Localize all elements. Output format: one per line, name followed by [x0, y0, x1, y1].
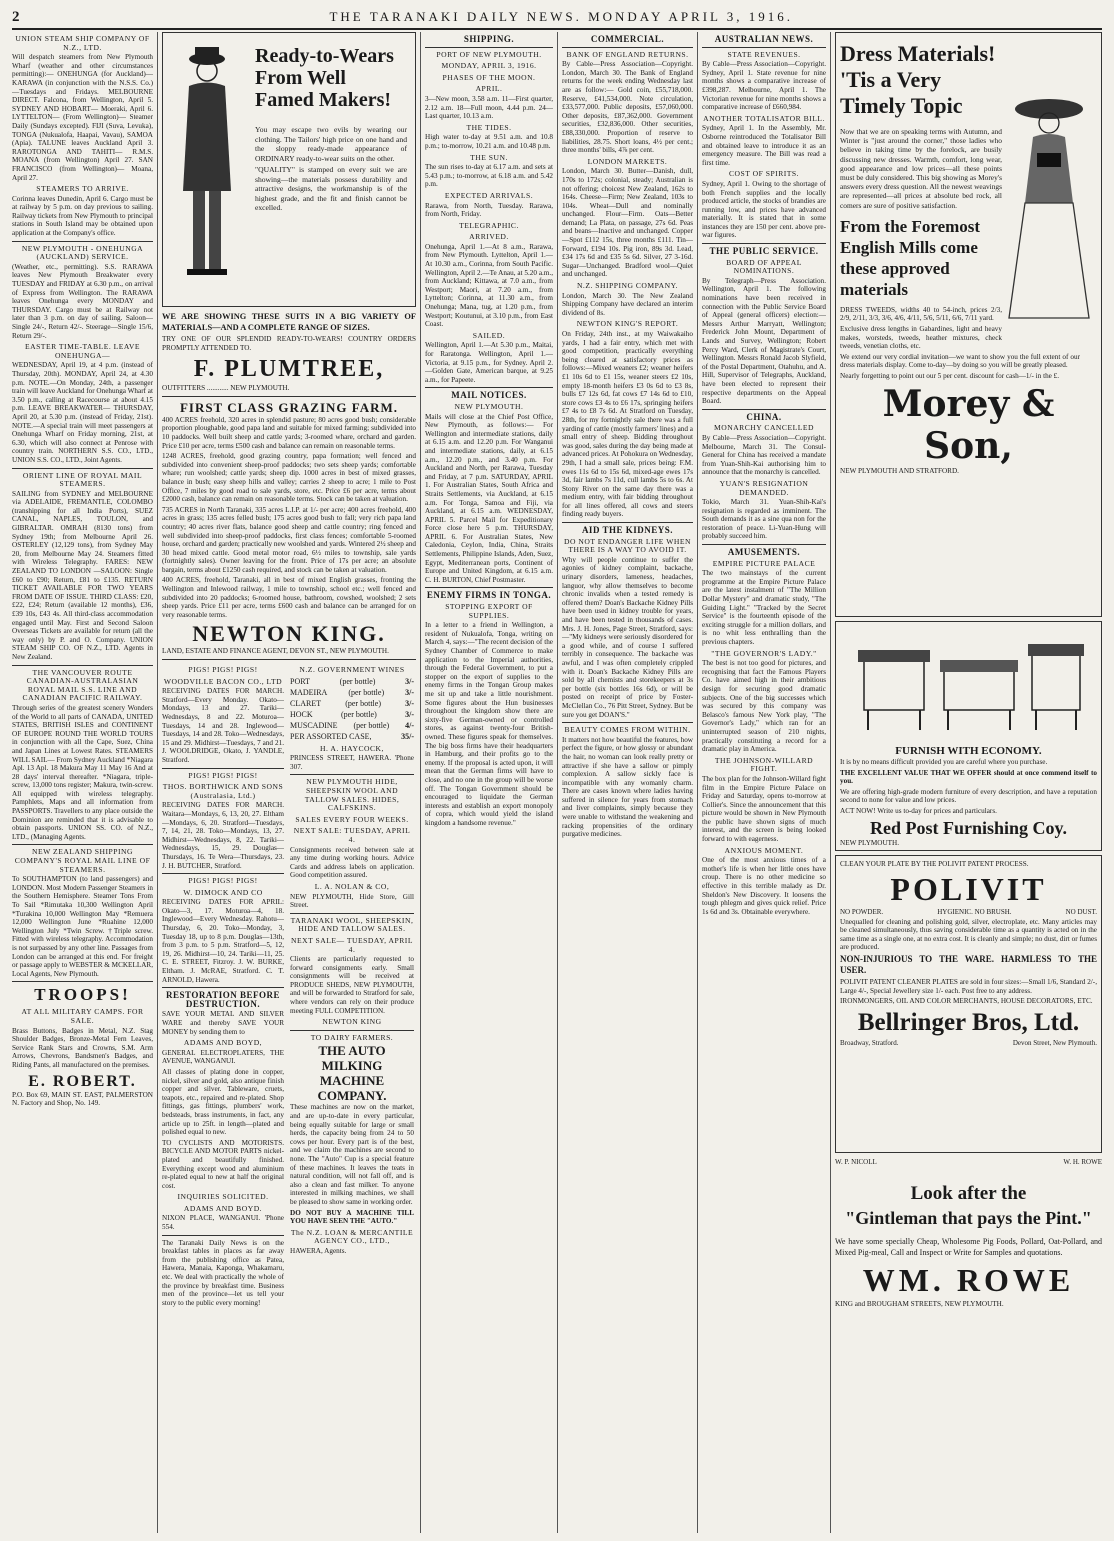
article-text: 3—New moon, 3.58 a.m. 11—First quarter, 2.12 a.m. 18—Full moon, 4.44 p.m. 24—Last quarter, 10.13 a.m.: [425, 94, 553, 121]
section-heading: ENEMY FIRMS IN TONGA.: [426, 590, 552, 601]
wine-row: PORT (per bottle) 3/-: [290, 676, 414, 686]
ad-text: POLIVIT PATENT CLEANER PLATES are sold in four sizes:—Small 1/6, Standard 2/-, Large 4/-, Special Jewellery size 1/- each. Post free to any address.: [840, 977, 1097, 995]
ad-text: Nearly forgetting to point out our 5 per cent. discount for cash—1/- in the £.: [840, 371, 1060, 380]
morey-ad: [835, 32, 1102, 617]
ad-text: All classes of plating done in copper, nickel, silver and gold, also antique finish copper and silver. Tableware, cruets, teapots, etc., repaired and re-plated. Shop fittings, gas fittings, plumbers' work, bedsteads, brass instruments, in fact, any article up to 25ft. in length—plated and polished equal to new.: [162, 1067, 284, 1137]
wine-row: MADEIRA (per bottle) 3/-: [290, 687, 414, 697]
morey-mills: From the Foremost English Mills come these approved materials: [840, 216, 981, 299]
sub-heading: THE TIDES.: [466, 122, 512, 132]
ad-text: SAVE YOUR METAL AND SILVER WARE and thereby SAVE YOUR MONEY by sending them to: [162, 1010, 284, 1036]
robert-name: E. ROBERT.: [28, 1072, 137, 1090]
ad-heading: The N.Z. LOAN & MERCANTILE AGENCY CO., LTD.,: [290, 1227, 414, 1246]
rowe-names: W. P. NICOLL W. H. ROWE: [835, 1158, 1102, 1166]
ad-text: "QUALITY" is stamped on every suit we are showing—the materials possess durability and attractive designs, the workmanship is of the highest grade, and the fit and finish cannot be excelled.: [255, 165, 407, 212]
pigs-column: [162, 663, 284, 1309]
ad-text: 735 ACRES in North Taranaki, 335 acres L.I.P. at 1/- per acre; 400 acres freehold, 400 acres in grass; 135 acres felled bush; 175 acres good bush to fall; very rich papa land country; 40 acres river flats, balance good sheep and cattle country; ring fenced and well subdivided into sheep-proof paddocks, first class fences; comfortable 5-roomed house, orchard and garden; practically new woolshed and yards. Wintered 2½ sheep and 30 head mixed cattle. Good metal motor road, 6½ miles to township, sale yards (fortnightly sales). Owner leaving for the front. Price of 17s per acre; an absolute bargain, terms about £1250 cash required, and stock can be taken at valuation.: [162, 505, 416, 574]
ad-heading: NEWTON KING: [322, 1017, 382, 1027]
ad-text: NEW PLYMOUTH.: [840, 838, 900, 847]
ad-heading: NEXT SALE: TUESDAY, APRIL 4.: [293, 826, 411, 844]
plumtree-name: F. PLUMTREE,: [193, 356, 385, 383]
article-text: On Friday, 24th inst., at my Waiwakaiho yards, I had a fair entry, which met with good competition, practically everything being cleared at satisfactory prices as follows:—Mixed weaners £2; weaner heifers £1 10s 6d to £1 15s, weaner steers £2 10s, empty 18-month heifers £3 0s 6d to £3 8s, bulls £7 12s 6d, fat cows £7 14s 6d to £10, store cows £3 4s to £6 17s, springing heifers £7 4s to £8 7s 6d. At Stratford on Tuesday, 28th, for my fortnightly sale there was a full yarding of cattle (mostly farmers' lines) and a small entry of sheep. Bidding throughout was good, sales during the day being made at advanced prices. At Pohokura on Wednesday, 29th, I had a small sale, prices being: F.M. ewes 11s 6d to 15s 6d, mixed-age ewes 17s 3d, fair lambs 7s 11d, cull lambs 5s to 6s. At Stony River on the same day there was a medium entry, with fair bidding throughout for all lines offered, all cows and steers finding ready buyers.: [562, 330, 693, 519]
ad-text: KING and BROUGHAM STREETS, NEW PLYMOUTH.: [835, 1300, 1004, 1308]
pigs-label: PIGS! PIGS! PIGS!: [188, 876, 258, 886]
sub-heading: "THE GOVERNOR'S LADY.": [711, 648, 817, 658]
column-rule: [697, 32, 698, 1533]
ad-text: Unequalled for cleaning and polishing gold, silver, electroplate, etc. Many articles may be cleaned simultaneously, thus saving considerable time as a quantity is acted on in the same time as a single one, at no extra cost. It is cleanly and simple; no dust, dirt or fumes are produced.: [840, 917, 1097, 952]
morey-name: Morey & Son,: [882, 382, 1055, 467]
rowe-subheadline: "Gintleman that pays the Pint.": [845, 1208, 1092, 1228]
ad-text: NON-INJURIOUS TO THE WARE. HARMLESS TO THE USER.: [840, 953, 1097, 975]
ad-text: NIXON PLACE, WANGANUI. 'Phone 554.: [162, 1214, 284, 1232]
section-heading: AID THE KIDNEYS.: [581, 525, 674, 536]
ad-text: We extend our very cordial invitation—we want to show you the full extent of our dress materials display. Come to-day—by doing so you will be greatly pleased.: [840, 352, 1080, 370]
newton-king-name: NEWTON KING.: [192, 621, 386, 647]
ad-text: RECEIVING DATES FOR MARCH. Waitara—Mondays, 6, 13, 20, 27. Eltham—Mondays, 6, 20. Stratford—Tuesdays, 7, 14, 21, 28. Toko—Mondays, 13, 27. Midhirst—Wednesdays, 8, 22. Tariki—Wednesdays, 15, 29. Douglas—Thursdays, 16. Te Wera—Thursdays, 23. J. H. BUTCHER, Stratford.: [162, 801, 284, 870]
column-rule: [157, 32, 158, 1533]
ad-text: Will despatch steamers from New Plymouth Wharf (weather and other circumstances permitting):— ONEHUNGA (for Auckland)— KARAWA (in conjunction with the N.S.S. Co.)—Tuesdays and Fridays. MELBOURNE DIRECT. Falcona, from Wellington, April 5. SYDNEY AND HOBART— Moeraki, April 6. LYTTELTON— (From Wellington)— Steamer Daily (Sundays excepted). FIJI (Suva, Levuka), TONGA (Nukualofa, Haapai, Vavau), SAMOA (Apia). TALUNE leaves Auckland April 3. RAROTONGA AND TAHITI— R.M.S. MOANA (from Wellington) April 27. SAN FRANCISCO (from Wellington)— Moana, April 27.: [12, 53, 153, 182]
sub-heading: BEAUTY COMES FROM WITHIN.: [564, 725, 691, 735]
article-text: By Cable—Press Association—Copyright. London, March 30. The Bank of England returns for the week ending Wednesday last are as follow:— Gold coin, £55,718,000. Reserve, £41,534,000. Note circulation, £33,577,000. Public deposits, £57,060,000. Other deposits, £87,362,000. Government securities, £32,836,000. Other securities, £88,330,000. Proportion of reserve to liabilities, 28.75. Short loans, 4½ per cent.; three months' bills, 4⅞ per cent.: [562, 60, 693, 155]
ad-text: Corinna leaves Dunedin, April 6. Cargo must be at railway by 5 p.m. on day previous to sailing. Railway tickets from New Plymouth to principal stations in South Island may be obtained upon application at the Company's office.: [12, 194, 153, 238]
sub-heading: PORT OF NEW PLYMOUTH.: [436, 49, 542, 59]
ad-text: It is by no means difficult provided you are careful where you purchase.: [840, 758, 1048, 766]
ad-text: TRY ONE OF OUR SPLENDID READY-TO-WEARS! COUNTRY ORDERS PROMPTLY ATTENDED TO.: [162, 335, 416, 352]
sub-heading: TELEGRAPHIC.: [459, 220, 519, 230]
ad-text: You may escape two evils by wearing our clothing. The Tailors' high price on one hand and the sloppy ready-made appearance of ORDINARY ready-to-wear suits on the other.: [255, 125, 407, 163]
column-shipping-ads: [12, 32, 153, 1532]
ad-heading: NEW PLYMOUTH HIDE, SHEEPSKIN WOOL AND TALLOW SALES. HIDES, CALFSKINS.: [304, 777, 400, 813]
masthead: [12, 6, 1102, 30]
ad-heading: L. A. NOLAN & CO,: [314, 881, 390, 891]
wine-row: CLARET (per bottle) 3/-: [290, 698, 414, 708]
morey-headline: Dress Materials!: [840, 41, 996, 66]
wine-row: HOCK (per bottle) 3/-: [290, 709, 414, 719]
troops-heading: TROOPS!: [34, 985, 131, 1005]
ad-heading: ADAMS AND BOYD,: [183, 1038, 263, 1048]
redpost-name: Red Post Furnishing Coy.: [869, 817, 1068, 838]
wines-column: [290, 663, 414, 1309]
ad-text: To SOUTHAMPTON (to land passengers) and LONDON. Most Modern Passenger Steamers in the Southern Hemisphere. Steamer Tons From To Sail *Rimutaka 10,300 Wellington April *Turakina 10,000 Wellington May *Remuera 12,000 Wellington June *Ruahine 12,000 Wellington July *Twin Screw. †Triple screw. Fitted with wireless telegraphy. Accommodation is not surpassed by any other line. Passages from London can be arranged at this end. For freight or passage apply to WEBSTER & MCKELLAR, Local Agents, New Plymouth.: [12, 875, 153, 978]
ad-text: DO NOT BUY A MACHINE TILL YOU HAVE SEEN THE "AUTO.": [290, 1208, 414, 1226]
rowe-name: WM. ROWE: [862, 1262, 1075, 1298]
section-heading: THE PUBLIC SERVICE.: [709, 246, 819, 257]
ad-text: TO CYCLISTS AND MOTORISTS. BICYCLE AND MOTOR PARTS nickel-plated and beautifully finished. Everything except wood and aluminium re-plated equal to new at half the original cost.: [162, 1138, 284, 1190]
gentleman-illustration-icon: [167, 41, 247, 291]
sub-heading: EXPECTED ARRIVALS.: [444, 190, 534, 200]
ad-text: ACT NOW! Write us to-day for prices and particulars.: [840, 806, 997, 815]
ad-heading: INQUIRIES SOLICITED.: [177, 1192, 269, 1202]
sub-heading: STOPPING EXPORT OF SUPPLIES.: [445, 602, 533, 620]
section-heading: CHINA.: [746, 411, 782, 422]
section-heading: AMUSEMENTS.: [727, 547, 801, 558]
ad-heading: UNION STEAM SHIP COMPANY OF N.Z., LTD.: [15, 34, 150, 52]
article-text: Rarawa, from North, Tuesday. Rarawa, from North, Friday.: [425, 201, 553, 219]
ad-text: PRINCESS STREET, HAWERA. 'Phone 307.: [290, 754, 414, 771]
sub-heading: NEWTON KING'S REPORT.: [576, 319, 679, 329]
section-heading: AUSTRALIAN NEWS.: [714, 34, 814, 44]
ad-text: DRESS TWEEDS, widths 40 to 54-inch, prices 2/3, 2/9, 2/11, 3/3, 3/6, 4/6, 4/11, 5/6, 5/11, 6/6, 7/11 yard.: [840, 305, 1002, 323]
ad-heading: W. DIMOCK AND CO: [183, 887, 263, 897]
article-text: London, March 30. Butter—Danish, dull, 170s to 172s; colonial, steady; Australian is not offering; choicest New Zealand, 162s to 164s. Cheese—Firm; New Zealand, 103s to 104s. Wheat—Dull and nominally unchanged. Flour—Firm. Oats—Better demand; La Plata, on passage, 27s 6d. Peas and beans—Inactive and unchanged. Copper—Spot £112 15s, three months £111. Tin—Forward, £194 10s. Pig iron, 89s 3d. Lead, £34 17s 6d and £35 5s 6d. Silver, 27 3-16d. Sugar—Unchanged. Bradford wool—Quiet and unchanged.: [562, 167, 693, 279]
bellringer-name: Bellringer Bros, Ltd.: [857, 1008, 1080, 1036]
article-text: By Cable—Press Association—Copyright. Melbourne, March 31. The Consul-General for China has received a mandate from Yuan-Shih-Kai authorising him to announce that the monarchy is cancelled.: [702, 433, 826, 477]
column-rule: [420, 32, 421, 1533]
section-heading: MAIL NOTICES.: [451, 390, 527, 401]
sub-heading: MONARCHY CANCELLED: [713, 423, 815, 433]
redpost-headline: FURNISH WITH ECONOMY.: [895, 745, 1042, 757]
article-text: Onehunga, April 1.—At 8 a.m., Rarawa, from New Plymouth. Lyttelton, April 1.—At 10.30 a.m., Corinna, from South Pacific. Wellington, April 2.—Te Anau, at 5.20 a.m., from Auckland; Kittawa, at 7.0 a.m., from Westport; Maori, at 7.20 a.m., from Lyttelton; Corinna, at 11.30 a.m., from Onehunga; Mana, tug, at 1.20 p.m., from Westport; Koutunui, at 3.10 p.m., from East Coast.: [425, 242, 553, 329]
sub-heading: ARRIVED.: [469, 232, 509, 242]
sub-heading: SAILED.: [472, 330, 506, 340]
ad-text: LAND, ESTATE AND FINANCE AGENT, DEVON ST., NEW PLYMOUTH.: [162, 647, 389, 656]
wine-row: PER ASSORTED CASE, 35/-: [290, 731, 414, 741]
column-commercial: [562, 32, 693, 1532]
plumtree-ad: [162, 32, 416, 307]
sub-heading: APRIL.: [475, 84, 503, 94]
section-heading: SHIPPING.: [463, 34, 515, 44]
ad-heading: N.Z. GOVERNMENT WINES: [299, 665, 405, 675]
sub-heading: DO NOT ENDANGER LIFE WHEN THERE IS A WAY TO AVOID IT.: [564, 536, 691, 555]
masthead-title: THE TARANAKI DAILY NEWS. MONDAY APRIL 3, 1916.: [329, 9, 794, 24]
ad-text: The Taranaki Daily News is on the breakfast tables in places as far away from the publishing office as Patea, Hawera, Manaia, Kaponga, Whakamaru, etc. We deal with practically the whole of the province by breakfast time. Business men of the province—let us tell your story to the public every morning!: [162, 1238, 284, 1307]
pigs-label: PIGS! PIGS! PIGS!: [188, 770, 258, 780]
article-text: In a letter to a friend in Wellington, a resident of Nukualofa, Tonga, writing on March 4, says:—"The recent decision of the Sydney Chamber of Commerce to make application to the Imperial authorities, through the Federal Government, to put a stopper on the export of supplies to the enemy firms in the Tongan Group makes me sit up and take a little nourishment. Some figures about the Hun businesses throughout the kingdom show there are sixty-five German-owned or controlled stores, as against twenty-four British-owned. These figures speak for themselves. The big boss firms have their headquarters in Hamburg, and their profits go to the enemy. If the proposal is acted upon, it will mean that the German firms will have to close, and no one in the group will be worse off. The Tongan Government should be encouraged to liquidate the German interests and establish an export monopoly of copra, which would yield the island kingdom a handsome revenue.": [425, 621, 553, 827]
wine-row: MUSCADINE (per bottle) 4/-: [290, 720, 414, 730]
ad-text: THE EXCELLENT VALUE THAT WE OFFER should at once commend itself to you.: [840, 768, 1097, 786]
ad-text: OUTFITTERS ............ NEW PLYMOUTH.: [162, 384, 290, 393]
ad-heading: NEW PLYMOUTH - ONEHUNGA (AUCKLAND) SERVICE.: [21, 243, 144, 262]
ad-heading: AT ALL MILITARY CAMPS. FOR SALE.: [21, 1007, 144, 1025]
article-text: The box plan for the Johnson-Willard fight film in the Empire Picture Palace on Friday and Saturday, opens to-morrow at Collier's. Since the announcement that this picture would be shown in New Plymouth the public have shown signs of much interest, and the screen is being looked forward to with eagerness.: [702, 774, 826, 844]
ad-text: 400 ACRES freehold, 320 acres in splendid pasture; 80 acres good bush; considerable proportion ploughable, good papa land and suitable for mixed farming; subdivided into 10 paddocks. Well built sheep and cattle yards; 3-roomed whare, orchard and garden. Price £10 per acre, terms £500 cash and balance can remain on reasonable terms.: [162, 415, 416, 450]
ad-heading: TARANAKI WOOL, SHEEPSKIN, HIDE AND TALLOW SALES.: [290, 915, 414, 934]
sub-heading: ANOTHER TOTALISATOR BILL.: [703, 113, 825, 123]
plumtree-headline: Ready-to-Wears From Well Famed Makers!: [255, 45, 394, 111]
sub-heading: BOARD OF APPEAL NOMINATIONS.: [726, 257, 802, 276]
ad-text: 1248 ACRES, freehold, good grazing country, papa formation; well fenced and subdivided into convenient sheep-proof paddocks; two sets sheep yards; comfortable whare; run woolshed; cattle yards; sheep dip. 1000 acres in best of mixed grasses, balance in bush; easy sheep hills and valley; carries 2 sheep to acre; 1 mile to Post Office, 7 miles by good road to sale yards, store, etc. Price £6 per acre, terms about £2000 cash, balance can remain on reasonable terms. Stock can be taken at valuation.: [162, 452, 416, 504]
ad-text: 400 ACRES, freehold, Taranaki, all in best of mixed English grasses, fronting the Wellington and Inlewood railway, 1 mile to township, school etc.; well fenced and subdivided into 20 paddocks; 6-roomed house, bathroom, cowshed, woolshed; 2 sets sheep yards. Price £11 per acre, terms £600 cash and balance can be arranged for on very reasonable terms.: [162, 576, 416, 619]
redpost-ad: [835, 621, 1102, 851]
sub-heading: PHASES OF THE MOON.: [442, 72, 536, 82]
lady-illustration-icon: [1003, 93, 1095, 323]
column-rule: [557, 32, 558, 1533]
furniture-illustration-icon: [844, 630, 1094, 740]
auto-milking-title: THE AUTO MILKING MACHINE COMPANY.: [317, 1043, 387, 1104]
ad-text: SAILING from SYDNEY and MELBOURNE via ADELAIDE, FREMANTLE, COLOMBO (transhipping for all India Ports), SUEZ CANAL, NAPLES, TOULON, and GIBRALTAR. OMRAH (8130 tons) from Sydney 19th; from Melbourne April 26. OSTERLEY (12,129 tons), from Sydney May 20, from Melbourne May 24. Steamers fitted with Wireless Telegraphy. FARES: NEW ZEALAND TO LONDON —SALOON: Single £60 to £90; Return, £81 to £135. RETURN TICKET AVAILABLE FOR TWO YEARS FROM DATE OF ISSUE. THIRD CLASS: £20, £22, £24; Return (available 12 months), £36, £39 10s, £43 4s. All third-class accommodation engaged until May. First and Second Saloon Overseas Tickets are available for return (all the way only) by P. and O. Company. UNION STEAM SHIP CO. OF N.Z., LTD. Agents in New Zealand.: [12, 489, 153, 661]
ad-heading: EASTER TIME-TABLE. LEAVE ONEHUNGA—: [24, 342, 141, 360]
article-text: Sydney, April 1. In the Assembly, Mr. Osborne reintroduced the Totalisator Bill and obtained leave to introduce it as an emergency measure. The Bill was read a first time.: [702, 124, 826, 167]
article-text: Tokio, March 31. Yuan-Shih-Kai's resignation is regarded as imminent. The South demands it as a sine qua non for the restoration of peace. Li-Yuan-Hung will probably succeed him.: [702, 498, 826, 541]
rowe-ad: [835, 1157, 1102, 1397]
column-land-ads: [162, 32, 416, 1532]
ad-text: RECEIVING DATES FOR MARCH. Stratford—Every Monday. Okato—Mondays, 13 and 27. Tariki—Wednesdays, 8 and 22. Moturoa—Tuesdays, 14 and 28. Inglewood—Tuesdays, 14 and 28. Toko—Wednesdays, 15 and 29. Midhirst—Tuesdays, 7 and 21. J. WOOLDRIDGE, Okato, J. YANDLE, Stratford.: [162, 687, 284, 764]
article-text: Mails will close at the Chief Post Office, New Plymouth, as follows:— For Wellington and intermediate stations, daily at 6.15 a.m. and 12.20 p.m. For Wanganui and intermediate stations, daily, at 6.15 a.m., 12.20 p.m., and 3.40 p.m. For Auckland and North, per Rarawa, Tuesday and Friday, at 7 p.m. SATURDAY, APRIL 1. For Australian States, South Africa and Straits Settlements, via Auckland, at 6.15 a.m. For Tonga, Samoa and Fiji, via Auckland, at 6.15 a.m. WEDNESDAY, APRIL 5. Parcel Mail for Expeditionary Force close here 5 p.m. THURSDAY, APRIL 6. For Australian States, New Caledonia, Ceylon, India, China, Straits Settlements, Philippine Islands, Aden, Suez, Egypt, Mediterranean ports, Continent of Europe and United Kingdom, at 6.15 a.m. C. H. BURTON, Chief Postmaster.: [425, 412, 553, 584]
article-text: London, March 30. The New Zealand Shipping Company have declared an interim dividend of 8s.: [562, 291, 693, 317]
ad-heading: STEAMERS TO ARRIVE.: [36, 184, 129, 194]
ad-text: WEDNESDAY, April 19, at 4 p.m. (instead of Thursday, 20th). MONDAY, April 24, at 4.30 p.m. NOTE.—On Monday, 24th, a passenger train will leave Auckland for Onehunga Wharf at 3.50 p.m., calling at Racecourse at about 4.15 p.m. LEAVE BREAKWATER— THURSDAY, April 20, at 5.30 p.m. (instead of Friday, 21st). NOTE.—A special train will meet passengers at Onehunga Wharf on Friday morning, 21st, at 6.30, which will also connect at Penrose with country train. NORTHERN S.S. CO., LTD., UNION S.S. CO., LTD., Joint Agents.: [12, 361, 153, 464]
article-text: Wellington, April 1.—At 5.30 p.m., Maitai, for Raratonga. Wellington, April 1.—Victoria, at 9.15 p.m., for Sydney. April 2.—Golden Gate, American barque, at 9.25 a.m., for Papeete.: [425, 341, 553, 384]
ad-heading: TO DAIRY FARMERS.: [310, 1032, 394, 1042]
article-text: The two mainstays of the current programme at the Empire Picture Palace are the latest instalment of "The Million Dollar Mystery" and dramatic study, "The Guiding Light." "Tracked by the Secret Service" is the fourteenth episode of the exciting struggle for a million dollars, and is no whit less enthralling than the previous chapters.: [702, 569, 826, 646]
ad-heading: NEW ZEALAND SHIPPING COMPANY'S ROYAL MAIL LINE OF STEAMERS.: [14, 847, 151, 874]
sub-heading: YUAN'S RESIGNATION DEMANDED.: [719, 478, 809, 497]
ad-text: GENERAL ELECTROPLATERS, THE AVENUE, WANGANUI.: [162, 1048, 284, 1066]
ad-text: CLEAN YOUR PLATE BY THE POLIVIT PATENT PROCESS.: [840, 860, 1029, 868]
sub-heading: N.Z. SHIPPING COMPANY.: [576, 281, 679, 291]
sub-heading: ANXIOUS MOMENT.: [724, 845, 804, 855]
ad-heading: RESTORATION BEFORE DESTRUCTION.: [166, 990, 280, 1009]
polivit-ad: [835, 855, 1102, 1153]
article-text: Sydney, April 1. Owing to the shortage of both French supplies and the locally produced article, the stocks of brandies are running low, and prices have advanced materially. It is stated that in some instances they are 150 per cent. above pre-war figures.: [702, 179, 826, 240]
sub-heading: MONDAY, APRIL 3, 1916.: [441, 61, 537, 71]
article-text: The best is not too good for pictures, and recognising that fact the Famous Players Co. have aimed high in their ambitious design for securing good dramatic subjects. One of the big successes which was secured by this company was Belasco's famous New York play, "The Governor's Lady," which ran for an uninterrupted season of 210 nights, practically constituting a record for a dramatic play in America.: [702, 659, 826, 754]
page-number: 2: [12, 8, 21, 25]
article-text: The sun rises to-day at 6.17 a.m. and sets at 5.43 p.m.; to-morrow, at 6.18 a.m. and 5.42 p.m.: [425, 163, 553, 189]
column-display-ads: [835, 32, 1102, 1532]
ad-text: P.O. Box 69, MAIN ST. EAST, PALMERSTON N. Factory and Shop, No. 149.: [12, 1090, 153, 1108]
sub-heading: NEW PLYMOUTH.: [454, 401, 524, 411]
morey-subheadline: 'Tis a Very Timely Topic: [840, 67, 963, 118]
column-shipping-news: [425, 32, 553, 1532]
sub-heading: STATE REVENUES.: [727, 49, 801, 59]
ad-heading: THOS. BORTHWICK AND SONS (Australasia, Ltd.): [162, 782, 284, 800]
polivit-tags: NO POWDER. HYGIENIC. NO BRUSH. NO DUST.: [840, 907, 1097, 916]
rowe-headline: Look after the: [910, 1183, 1027, 1204]
sub-heading: THE SUN.: [470, 152, 508, 162]
ad-heading: ADAMS AND BOYD.: [183, 1203, 263, 1213]
ad-text: NEW PLYMOUTH, Hide Store, Gill Street.: [290, 892, 414, 910]
article-text: One of the most anxious times of a mother's life is when her little ones have croup. There is no other medicine so effective in this terrible malady as Dr. Sheldon's New Discovery. It loosens the tough phlegm and gives quick relief. Price 1s 6d and 3s. Obtainable everywhere.: [702, 856, 826, 916]
ad-text: NEW PLYMOUTH AND STRATFORD.: [840, 466, 959, 475]
ad-text: (Weather, etc., permitting). S.S. RARAWA leaves New Plymouth Breakwater every TUESDAY and FRIDAY at 6.30 p.m., on arrival of Express from Wellington. The RARAWA leaves Onehunga every MONDAY and THURSDAY. Cargo must be at Railway not later than 3 p.m. on day of sailing. Saloon—Single 24/-, Return 42/-. Steerage—Single 15/6, Return 29/-.: [12, 262, 153, 340]
ad-text: Through series of the greatest scenery Wonders of the World to all parts of CANADA, UNITED STATES, BRITISH ISLES and CONTINENT OF EUROPE ROUND THE WORLD TOURS in conjunction with all the Cape, Suez, China and Japan Lines at Lowest Rates. STEAMERS WILL SAIL— From Sydney Auckland *Niagara Apl. 13 Apl. 18 Makura May 11 May 16 And at 28 days' interval thereafter. *Niagara, triple-screw, 13,000 tons register; Makura, twin-screw. All equipped with wireless telegraphy. Pamphlets, Maps and all information from PASSPORTS. Travellers to any place outside the Dominion are reminded that it is advisable to obtain passports. UNION SS. CO. of N.Z., LTD., (Managing Agents.: [12, 703, 153, 841]
ad-heading: SALES EVERY FOUR WEEKS.: [295, 814, 409, 824]
ad-text: Exclusive dress lengths in Gabardines, light and heavy makes, worsteds, tweeds, heather mixtures, check tweeds, venetian cloths, etc.: [840, 325, 1002, 351]
article-text: By Telegraph—Press Association. Wellington, April 1. The following nominations have been received in connection with the Public Service Board of Appeal (general officers) election:—Messrs Arthur Marryatt, Wellington; Frederick John Mount, Department of Lands and Survey, Wellington; Robert Percy Ward, Clerk of Magistrate's Court, Wellington. Messrs Ronald Jacob Slyfield, of the Postal Department, Otahuhu, and A. Hill, Supervisor of Telegraphs, Auckland, have been elected to represent their respective departments on the Appeal Board.: [702, 276, 826, 406]
wine-price-list: [290, 676, 414, 742]
sub-heading: LONDON MARKETS.: [587, 156, 668, 166]
section-heading: COMMERCIAL.: [590, 34, 665, 44]
article-text: By Cable—Press Association—Copyright. Sydney, April 1. State revenue for nine months shows a comparative increase of £398,287. Melbourne, April 1. The Victorian revenue for nine months shows a comparative increase of £660,984.: [702, 60, 826, 112]
ad-text: IRONMONGERS, OIL AND COLOR MERCHANTS, HOUSE DECORATORS, ETC.: [840, 997, 1093, 1006]
ad-text: Brass Buttons, Badges in Metal, N.Z. Stag Shoulder Badges, Bronze-Metal Fern Leaves, Service Rank Stars and Crowns, S.M. Arm Arrows, Chevrons, Bandsmen's Badges, and Riding Pants, all manufactured on the premises.: [12, 1026, 153, 1069]
article-text: It matters not how beautiful the features, how perfect the figure, or how glossy or abundant the hair, no woman can look really pretty or attractive if she have a sallow or pimply complexion. A sallow sickly face is incompatible with any womanly charm. There are cases known where ladies having suffered in silence for years from stomach and liver complaints, simply because they were unable to withstand the weakening and racking propensities of the ordinary purgative medicines.: [562, 735, 693, 839]
ad-text: These machines are now on the market, and are up-to-date in every particular, being equally suitable for large or small herds, the capacity being from 24 to 50 cows per hour. Every part is of the best, and we claim the machines are second to none. The "Auto" Cup is a special feature of these machines. It leaves the teats in natural condition, will not fall off, and is also a clean and fast milker. To anyone interested in milking machines, we shall be pleased to show same in working order.: [290, 1103, 414, 1206]
ad-heading: H. A. HAYCOCK,: [320, 743, 384, 753]
ad-heading: NEXT SALE— TUESDAY, APRIL 4.: [291, 935, 413, 954]
ad-text: WE ARE SHOWING THESE SUITS IN A BIG VARIETY OF MATERIALS—AND A COMPLETE RANGE OF SIZES.: [162, 312, 416, 332]
column-rule: [830, 32, 831, 1533]
ad-text: Now that we are on speaking terms with Autumn, and Winter is "just around the corner," those ladies who believe in taking time by the forelock, are busily discussing new dresses. Warmth, comfort, long wear, good appearance and low prices—all these points must be duly considered. This big showing as Morey's answers every dress question. All the newest weavings are represented—all prices at absolute bed rock, all comers are sure of positive satisfaction.: [840, 127, 1002, 210]
ad-text: RECEIVING DATES FOR APRIL: Okato—3, 17. Moturoa—4, 18. Inglewood—Every Wednesday. Rahotu—Thursday, 6, 20. Toko—Monday, 3, Tuesday 18, up to 8 p.m. Douglas—13th, from 3 p.m. to 5 p.m. Stratford—5, 12, 19, 26. Midhirst—10, 24. Tariki—11, 25. C. E. STREET, Fitzroy. J. W. BURKE, Eltham. J. McRAE, Stratford. C. T. ARNOLD, Hawera.: [162, 898, 284, 984]
article-text: Why will people continue to suffer the agonies of kidney complaint, backache, urinary disorders, lameness, headaches, languor, why allow themselves to become chronic invalids when a tested remedy is offered them? Doan's Backache Kidney Pills have been used in kidney trouble for years, and have been tested in thousands of cases. Mrs. J. H. Jones, Page Street, Stratford, says:—"My kidneys were seriously disordered for a good while, and of course I suffered terribly in consequence. The backache was awful, and I was often completely crippled with it. Doan's Backache Kidney Pills are sold by all chemists and storekeepers at 3s per bottle (six bottles 16s 6d), or will be posted on receipt of price by Foster-McClellan Co., 76 Pitt Street, Sydney. But be sure you get DOAN'S.": [562, 555, 693, 719]
polivit-name: POLIVIT: [890, 870, 1047, 907]
column-australian-news: [702, 32, 826, 1532]
ad-text: We have some specially Cheap, Wholesome Pig Foods, Pollard, Oat-Pollard, and Mixed Pig-meal, Call and Inspect or Write for Samples and quotations.: [835, 1237, 1102, 1257]
ad-text: We are offering high-grade modern furniture of every description, and have a reputation second to none for value and low prices.: [840, 787, 1097, 805]
sub-heading: COST OF SPIRITS.: [728, 169, 800, 179]
sub-heading: THE JOHNSON-WILLARD FIGHT.: [714, 755, 814, 774]
bellringer-addresses: Broadway, Stratford. Devon Street, New Plymouth.: [840, 1038, 1097, 1047]
ad-text: Clients are particularly requested to forward consignments early. Small consignments will be received at PRODUCE SHEDS, NEW PLYMOUTH, and will be forwarded to Stratford for sale, where vendors can rely on their produce meeting FULL COMPETITION.: [290, 955, 414, 1015]
sub-heading: EMPIRE PICTURE PALACE: [712, 558, 816, 568]
ad-heading: WOODVILLE BACON CO., LTD: [163, 676, 283, 686]
ad-heading: THE VANCOUVER ROUTE CANADIAN-AUSTRALASIAN ROYAL MAIL S.S. LINE AND CANADIAN PACIFIC RAILWAY.: [22, 667, 143, 703]
ad-text: Consignments received between sale at any time during working hours. Advice Cards and address labels on application. Good competition assured.: [290, 845, 414, 880]
ad-text: HAWERA, Agents.: [290, 1246, 347, 1255]
farm-headline: FIRST CLASS GRAZING FARM.: [179, 399, 399, 415]
pigs-label: PIGS! PIGS! PIGS!: [188, 665, 258, 675]
sub-heading: BANK OF ENGLAND RETURNS.: [566, 49, 689, 59]
article-text: High water to-day at 9.51 a.m. and 10.8 p.m.; to-morrow, 10.21 a.m. and 10.48 p.m.: [425, 133, 553, 150]
ad-heading: ORIENT LINE OF ROYAL MAIL STEAMERS.: [22, 470, 143, 489]
